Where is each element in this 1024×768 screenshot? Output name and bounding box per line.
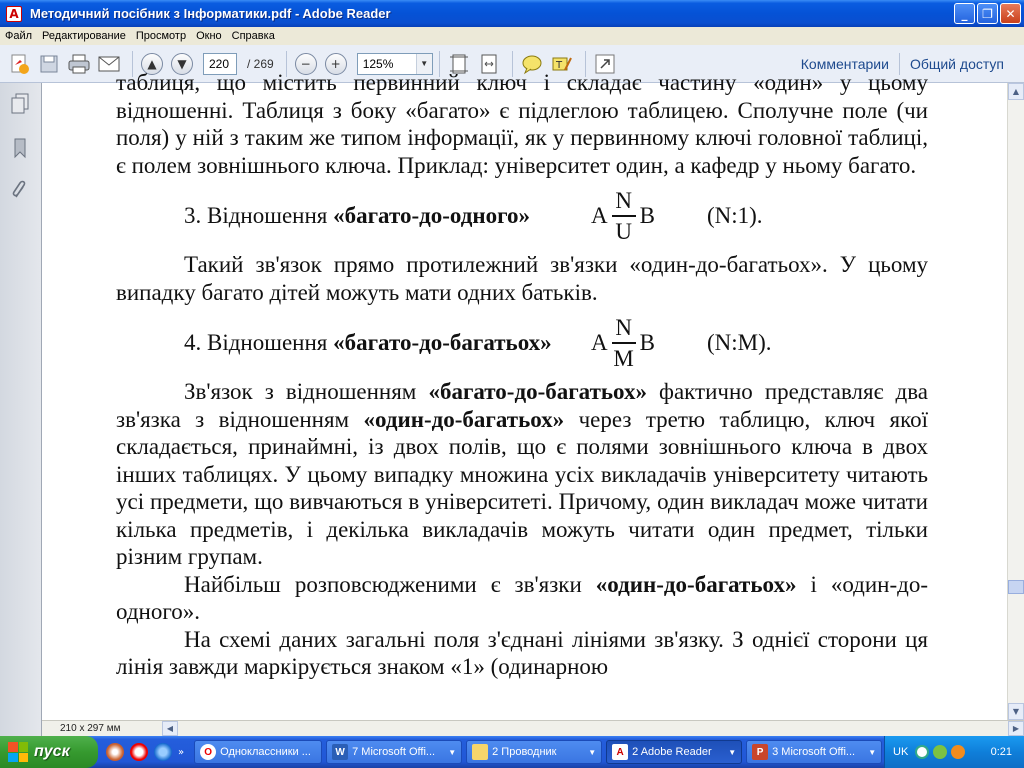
scroll-up-button[interactable]: ▲ — [1008, 83, 1024, 100]
taskbar-item[interactable]: 2 Проводник ▼ — [466, 740, 602, 764]
chevron-down-icon: ▼ — [448, 747, 457, 757]
arrow-down-icon: ▼ — [171, 53, 193, 75]
paragraph: На схемі даних загальні поля з'єднані лініями зв'язку. З однієї сторони ця лінія завжди маркірується знаком «1» (одинарною — [116, 626, 928, 679]
close-button[interactable]: ✕ — [1000, 3, 1021, 24]
page-size-label: 210 x 297 мм — [60, 723, 121, 734]
window-title: Методичний посібник з Інформатики.pdf - Adobe Reader — [30, 6, 391, 21]
print-button[interactable] — [66, 51, 92, 77]
tray-check-icon[interactable] — [933, 745, 947, 759]
scroll-left-button[interactable]: ◀ — [162, 721, 178, 736]
total-pages: / 269 — [247, 56, 274, 71]
chevron-down-icon: ▼ — [868, 747, 877, 757]
relation-many-to-one — [116, 185, 928, 247]
minus-icon: − — [295, 53, 317, 75]
paragraph: Такий зв'язок прямо протилежний зв'язки «один-до-багатьох». У цьому випадку багато дітей можуть мати одних батьків. — [116, 252, 928, 305]
relation-label: 3. Відношення «багато-до-одного» — [184, 203, 531, 229]
relation-ratio: (N:M). — [706, 330, 772, 356]
browser-quicklaunch-icon[interactable] — [106, 743, 124, 761]
paperclip-icon[interactable] — [10, 179, 30, 201]
window-titlebar[interactable] — [0, 0, 1024, 27]
windows-logo-icon — [8, 742, 28, 762]
chevron-down-icon: ▼ — [588, 747, 597, 757]
taskbar — [0, 736, 1024, 768]
save-icon — [39, 54, 59, 74]
vertical-scrollbar[interactable] — [1007, 83, 1024, 720]
create-pdf-icon — [8, 53, 30, 75]
relation-notation: A N U B — [591, 188, 655, 244]
opera-icon: O — [200, 744, 216, 760]
paragraph: Найбільш розповсюдженими є зв'язки «один-до-багатьох» і «один-до-одного». — [116, 571, 928, 624]
menu-window[interactable]: Окно — [196, 30, 222, 42]
arrow-up-icon: ▲ — [141, 53, 163, 75]
relation-ratio: (N:1). — [706, 203, 763, 229]
pdf-page — [116, 69, 928, 681]
word-icon: W — [332, 744, 348, 760]
expand-quicklaunch-icon[interactable]: » — [178, 746, 185, 758]
scroll-down-button[interactable]: ▼ — [1008, 703, 1024, 720]
fraction: N M — [613, 315, 634, 371]
taskbar-item[interactable]: W 7 Microsoft Offi... ▼ — [326, 740, 462, 764]
clock: 0:21 — [990, 746, 1012, 758]
taskbar-item[interactable]: P 3 Microsoft Offi... ▼ — [746, 740, 882, 764]
relation-label: 4. Відношення «багато-до-багатьох» — [184, 330, 552, 356]
chevron-down-icon: ▼ — [728, 747, 737, 757]
quick-launch — [106, 743, 184, 761]
tray-network-icon[interactable] — [951, 745, 965, 759]
scroll-thumb[interactable] — [1008, 580, 1024, 594]
zoom-value: 125% — [362, 56, 394, 71]
svg-text:T: T — [555, 59, 562, 71]
status-bar — [42, 720, 1024, 736]
create-pdf-button[interactable] — [6, 51, 32, 77]
comments-button[interactable]: Комментарии — [800, 56, 889, 72]
document-view[interactable] — [42, 70, 1007, 720]
menu-bar — [0, 27, 1024, 45]
save-button[interactable] — [36, 51, 62, 77]
ie-quicklaunch-icon[interactable] — [154, 743, 172, 761]
menu-help[interactable]: Справка — [231, 30, 275, 42]
horizontal-scrollbar[interactable] — [162, 721, 1024, 736]
printer-icon — [68, 54, 90, 74]
paragraph: таблиця, що містить первинний ключ і складає частину «один» у цьому відношенні. Таблиця з боку «багато» є підлеглою таблицею. Сполучне поле (чи поля) у ній з таким же типом інформації, як у первинному ключі головної таблиці, є полем зовнішнього ключа. Приклад: університет один, а кафедр у ньому багато. — [116, 70, 928, 178]
relation-bold-term: «багато-до-одного» — [333, 203, 531, 229]
minimize-button[interactable]: _ — [954, 3, 975, 24]
chevron-down-icon[interactable]: ▼ — [416, 54, 432, 74]
menu-view[interactable]: Просмотр — [135, 30, 187, 42]
system-tray — [884, 736, 1024, 768]
pages-thumbnail-icon[interactable] — [10, 93, 30, 115]
start-button[interactable] — [0, 736, 98, 768]
fraction: N U — [612, 187, 636, 245]
powerpoint-icon: P — [752, 744, 768, 760]
start-label: пуск — [34, 743, 70, 760]
scroll-right-button[interactable]: ▶ — [1008, 721, 1024, 736]
taskbar-item-active[interactable]: A 2 Adobe Reader ▼ — [606, 740, 742, 764]
plus-icon: + — [325, 53, 347, 75]
taskbar-item[interactable]: O Одноклассники ... — [194, 740, 322, 764]
relation-bold-term: «багато-до-багатьох» — [333, 330, 552, 356]
menu-file[interactable]: Файл — [5, 30, 33, 42]
adobe-reader-icon: A — [6, 6, 22, 22]
navigation-panel — [0, 83, 42, 736]
adobe-reader-icon: A — [612, 744, 628, 760]
opera-quicklaunch-icon[interactable] — [130, 743, 148, 761]
relation-many-to-many — [116, 312, 928, 374]
folder-icon — [472, 744, 488, 760]
share-button[interactable]: Общий доступ — [909, 56, 1004, 72]
tray-back-icon[interactable] — [915, 745, 929, 759]
paragraph: Зв'язок з відношенням «багато-до-багатьох» фактично представляє два зв'язка з відношенням «один-до-багатьох» через третю таблицю, ключ якої складається, принаймні, із двох полів, що є полями зовнішнього ключа в двох інших таблицях. У цьому випадку множина усіх викладачів університету читають усі предмети, що вивчаються в університеті. Причому, один викладач може читати кілька предметів, і декілька викладачів можуть читати один предмет, тільки різним групам. — [116, 379, 928, 569]
menu-edit[interactable]: Редактирование — [42, 30, 126, 42]
language-indicator[interactable]: UK — [893, 746, 909, 758]
restore-button[interactable]: ❐ — [977, 3, 998, 24]
relation-notation: A N M B — [591, 315, 655, 371]
bookmark-icon[interactable] — [10, 137, 30, 159]
page-number-input[interactable]: 220 — [203, 53, 237, 75]
